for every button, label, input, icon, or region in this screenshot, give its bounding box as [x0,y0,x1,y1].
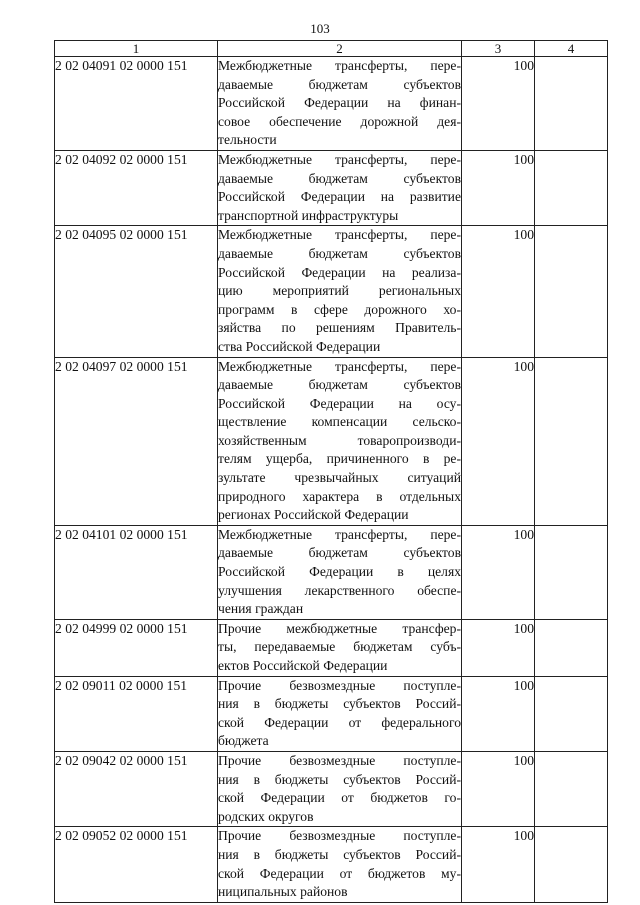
budget-description [218,751,462,826]
description-line: ства Российской Федерации [218,338,381,354]
description-line: зультате чрезвычайных ситуаций [218,470,461,486]
allocation-percent: 100 [462,676,535,751]
allocation-percent: 100 [462,150,535,225]
description-line: родских округов [218,808,314,824]
page-number: 103 [310,21,330,36]
allocation-percent: 100 [462,57,535,151]
description-line: Российской Федерации на осу- [218,395,461,411]
description-line: ния в бюджеты субъектов Россий- [218,771,461,787]
column-4-cell [535,676,608,751]
column-header-3: 3 [462,41,535,57]
table-header [55,41,608,57]
description-line: ществление компенсации сельско- [218,414,461,430]
allocation-percent: 100 [462,751,535,826]
description-line: регионах Российской Федерации [218,507,409,523]
table-row [55,751,608,826]
description-line: ниципальных районов [218,884,348,900]
description-line: программ в сфере дорожного хо- [218,301,461,317]
table-row [55,57,608,151]
description-line: ской Федерации от федерального [218,714,461,730]
description-line: ния в бюджеты субъектов Россий- [218,846,461,862]
description-line: даваемые бюджетам субъектов [218,170,461,186]
header-row [55,41,608,57]
description-line: Межбюджетные трансферты, пере- [218,58,461,73]
description-line: Прочие безвозмездные поступле- [218,677,461,693]
column-4-cell [535,827,608,902]
description-line: Прочие межбюджетные трансфер- [218,620,461,636]
description-line: Межбюджетные трансферты, пере- [218,526,461,542]
description-line: даваемые бюджетам субъектов [218,245,461,261]
column-4-cell [535,751,608,826]
description-line: Межбюджетные трансферты, пере- [218,151,461,167]
description-line: хозяйственным товаропроизводи- [218,432,461,448]
budget-table [54,40,608,903]
column-4-cell [535,619,608,676]
description-line: ектов Российской Федерации [218,658,388,673]
description-line: телям ущерба, причиненного в ре- [218,451,461,467]
column-4-cell [535,357,608,525]
table-row [55,525,608,619]
allocation-percent: 100 [462,357,535,525]
table-row [55,827,608,902]
description-line: Российской Федерации на развитие [218,189,461,205]
column-4-cell [535,226,608,357]
description-line: бюджета [218,733,269,749]
allocation-percent: 100 [462,226,535,357]
budget-description [218,525,462,619]
budget-description [218,226,462,357]
description-line: ния в бюджеты субъектов Россий- [218,696,461,712]
budget-description [218,676,462,751]
budget-code: 2 02 09011 02 0000 151 [55,676,218,751]
description-line: зяйства по решениям Правитель- [218,320,461,336]
budget-description [218,619,462,676]
budget-description [218,357,462,525]
budget-code: 2 02 04097 02 0000 151 [55,357,218,525]
table-row [55,619,608,676]
description-line: Российской Федерации в целях [218,564,461,580]
description-line: цию мероприятий региональных [218,283,461,299]
budget-code: 2 02 04101 02 0000 151 [55,525,218,619]
description-line: ской Федерации от бюджетов му- [218,865,461,881]
allocation-percent: 100 [462,619,535,676]
table-body [55,57,608,903]
budget-code: 2 02 04092 02 0000 151 [55,150,218,225]
column-header-1: 1 [55,41,218,57]
description-line: транспортной инфраструктуры [218,207,399,223]
budget-description [218,827,462,902]
description-line: Российской Федерации на финан- [218,95,461,111]
description-line: Межбюджетные трансферты, пере- [218,358,461,374]
budget-code: 2 02 09042 02 0000 151 [55,751,218,826]
column-header-4: 4 [535,41,608,57]
column-4-cell [535,525,608,619]
description-line: Российской Федерации на реализа- [218,264,461,280]
budget-code: 2 02 04095 02 0000 151 [55,226,218,357]
description-line: даваемые бюджетам субъектов [218,76,461,92]
description-line: ты, передаваемые бюджетам субъ- [218,639,461,655]
budget-code: 2 02 09052 02 0000 151 [55,827,218,902]
description-line: ской Федерации от бюджетов го- [218,790,461,806]
description-line: улучшения лекарственного обеспе- [218,582,461,598]
budget-description [218,57,462,151]
column-4-cell [535,150,608,225]
table-row [55,676,608,751]
table-row [55,357,608,525]
description-line: совое обеспечение дорожной дея- [218,113,461,129]
description-line: природного характера в отдельных [218,488,461,504]
description-line: Прочие безвозмездные поступле- [218,752,461,768]
column-4-cell [535,57,608,151]
description-line: Прочие безвозмездные поступле- [218,828,461,844]
budget-description [218,150,462,225]
description-line: Межбюджетные трансферты, пере- [218,227,461,243]
description-line: тельности [218,132,277,148]
budget-code: 2 02 04091 02 0000 151 [55,57,218,151]
table-row [55,226,608,357]
description-line: даваемые бюджетам субъектов [218,545,461,561]
column-header-2: 2 [218,41,462,57]
allocation-percent: 100 [462,827,535,902]
table-row [55,150,608,225]
allocation-percent: 100 [462,525,535,619]
budget-code: 2 02 04999 02 0000 151 [55,619,218,676]
description-line: даваемые бюджетам субъектов [218,377,461,393]
description-line: чения граждан [218,601,304,617]
